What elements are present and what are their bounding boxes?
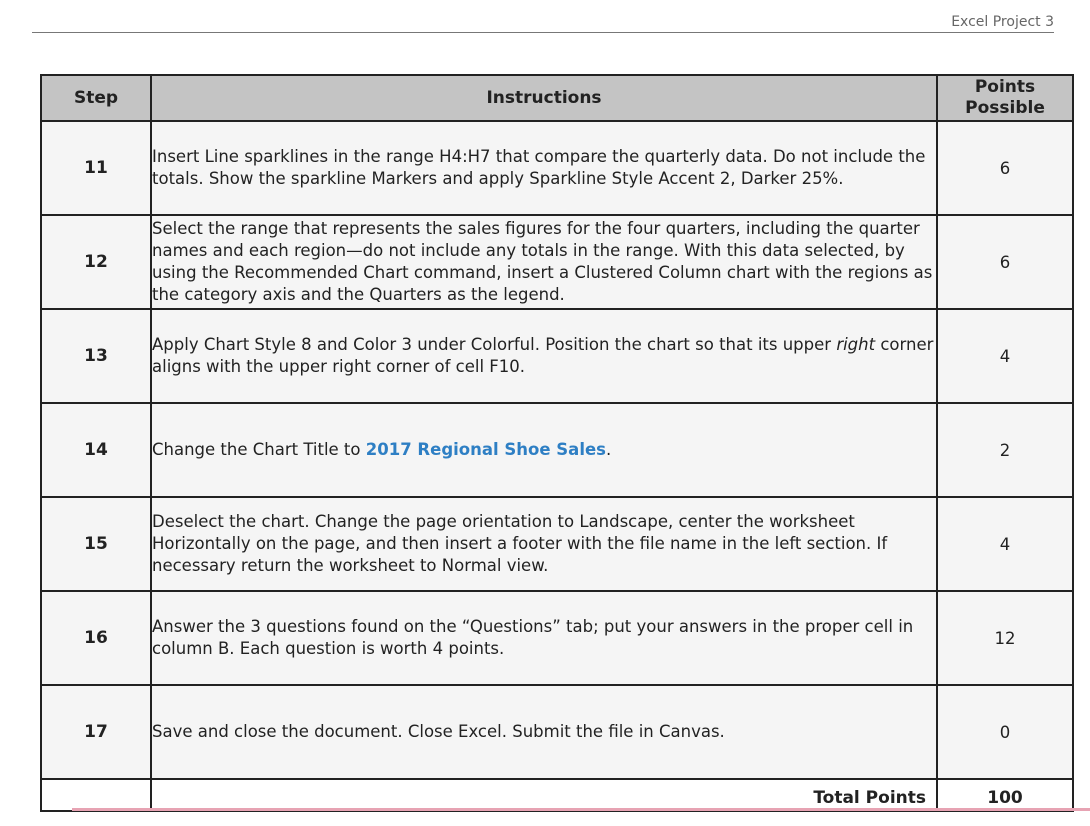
table-row-step-11 — [41, 121, 1073, 215]
instruction-text-part: Change the Chart Title to — [152, 440, 366, 459]
total-empty-cell — [41, 779, 151, 811]
table-row-step-17 — [41, 685, 1073, 779]
instruction-text: Answer the 3 questions found on the “Questions” tab; put your answers in the proper cell in column B. Each question is worth 4 points. — [151, 591, 937, 685]
table-row-step-12 — [41, 215, 1073, 309]
instruction-text: Select the range that represents the sales figures for the four quarters, including the quarter names and each region—do not include any totals in the range. With this data selected, by using the Recommended Chart command, insert a Clustered Column chart with the regions as the category axis and the Quarters as the legend. — [151, 215, 937, 309]
instructions-table — [40, 74, 1074, 812]
points-value: 4 — [937, 497, 1073, 591]
document-header-label: Excel Project 3 — [951, 14, 1054, 30]
step-number: 13 — [41, 309, 151, 403]
step-number: 12 — [41, 215, 151, 309]
step-number: 11 — [41, 121, 151, 215]
step-number: 17 — [41, 685, 151, 779]
table-row-step-13 — [41, 309, 1073, 403]
table-row-step-15 — [41, 497, 1073, 591]
instruction-text-part: corner aligns with the upper right corner of cell F10. — [152, 335, 934, 376]
total-points-value: 100 — [937, 779, 1073, 811]
points-value: 12 — [937, 591, 1073, 685]
chart-title-highlight: 2017 Regional Shoe Sales — [365, 440, 606, 459]
step-number: 16 — [41, 591, 151, 685]
header-divider — [32, 32, 1054, 33]
points-header-line1: Points — [974, 77, 1036, 97]
step-column-header: Step — [41, 75, 151, 121]
step-number: 14 — [41, 403, 151, 497]
table-header-row — [41, 75, 1073, 121]
instruction-text — [151, 309, 937, 403]
points-column-header — [937, 75, 1073, 121]
instruction-text: Insert Line sparklines in the range H4:H7 that compare the quarterly data. Do not include the totals. Show the sparkline Markers and apply Sparkline Style Accent 2, Darker 25%. — [151, 121, 937, 215]
points-value: 0 — [937, 685, 1073, 779]
points-value: 2 — [937, 403, 1073, 497]
table-row-step-14 — [41, 403, 1073, 497]
points-value: 6 — [937, 215, 1073, 309]
instruction-text — [151, 403, 937, 497]
step-number: 15 — [41, 497, 151, 591]
total-row — [41, 779, 1073, 811]
page-boundary-line — [72, 808, 1090, 811]
points-header-line2: Possible — [965, 98, 1045, 118]
instruction-text: Save and close the document. Close Excel. Submit the file in Canvas. — [151, 685, 937, 779]
total-points-label: Total Points — [151, 779, 937, 811]
points-value: 6 — [937, 121, 1073, 215]
instruction-text-part: Apply Chart Style 8 and Color 3 under Colorful. Position the chart so that its upper — [152, 335, 837, 354]
table-row-step-16 — [41, 591, 1073, 685]
instruction-emphasis: right — [836, 335, 876, 354]
instruction-text: Deselect the chart. Change the page orientation to Landscape, center the worksheet Horizontally on the page, and then insert a footer with the file name in the left section. If necessary return the worksheet to Normal view. — [151, 497, 937, 591]
instruction-text-part: . — [605, 440, 612, 459]
points-value: 4 — [937, 309, 1073, 403]
instructions-column-header: Instructions — [151, 75, 937, 121]
